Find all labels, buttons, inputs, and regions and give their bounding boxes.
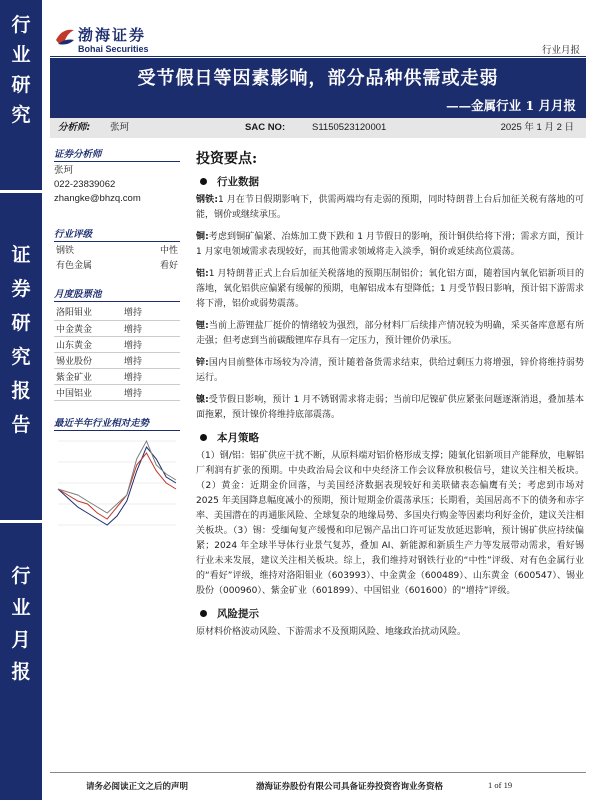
- rating-table: [54, 244, 180, 274]
- logo-chinese-text: 渤海证券: [78, 26, 147, 44]
- paragraph-aluminum: [196, 267, 584, 312]
- para-label: 铜:: [196, 232, 209, 242]
- trend-chart-svg: [54, 435, 180, 535]
- info-column: [54, 146, 180, 535]
- stock-rating: 增持: [122, 336, 180, 352]
- stock-name: 锡业股份: [54, 352, 122, 368]
- series-line-2: [58, 441, 176, 513]
- page-footer: [0, 772, 600, 800]
- table-row: [54, 259, 180, 274]
- sac-label: SAC NO:: [245, 122, 286, 133]
- analyst-label: 分析师:: [58, 122, 91, 133]
- page-number: 1 of 19: [488, 780, 513, 790]
- header-rule: [50, 56, 586, 57]
- table-row: [54, 352, 180, 368]
- para-label: 镍:: [196, 395, 209, 405]
- relative-trend-chart: [54, 435, 180, 535]
- analyst-name: 张珂: [110, 122, 130, 133]
- footer-rule: [50, 772, 586, 773]
- paragraph-zinc: [196, 356, 584, 386]
- logo-english-text: Bohai Securities: [78, 44, 149, 54]
- stock-name: 中国铝业: [54, 384, 122, 400]
- title-banner: [50, 58, 586, 118]
- rating-section-heading: 行业评级: [54, 226, 180, 242]
- section-risk: [196, 606, 584, 621]
- paragraph-strategy: （1）钢/铝：铝矿供应干扰不断，从原料端对铝价格形成支撑；随氧化铝新项目产能释放，电解铝厂利润有扩张的预期。中央政治局会议和中央经济工作会议释放积极信号，建议关注相关板块。（2）黄金：近期金价回落，与美国经济数据表现较好和美联储表态偏鹰有关；考虑到市场对 2025 年美国降息幅度减小的预期，预计短期金价震荡承压；长期看，美国居高不下的债务和赤字率、美国潜在的再通胀风险、全球复杂的地缘局势、多国央行购金等因素均利好金价，建议关注相关板块。（3）锡：受缅甸复产缓慢和印尼锡产品出口许可证发放延迟影响，预计锡矿供应持续偏紧；2024 年全球半导体行业景气复苏，叠加 AI、新能源和新质生产力等发展带动需求，看好锡行业未来发展，建议关注相关板块。综上，我们维持对钢铁行业的“中性”评级、对有色金属行业的“看好”评级，维持对洛阳钼业（603993）、中金黄金（600489）、山东黄金（600547）、锡业股份（000960）、紫金矿业（601899）、中国铝业（601600）的“增持”评级。: [196, 451, 584, 596]
- stock-rating: 增持: [122, 352, 180, 368]
- para-text: 受节假日影响，预计 1 月不锈钢需求将走弱；当前印尼镍矿供应紧张问题逐渐消退，叠加基本面拖累，预计镍价将维持底部震荡。: [196, 395, 584, 420]
- main-content: [196, 148, 584, 647]
- side-divider: [0, 520, 42, 523]
- para-text: 1 月在节日假期影响下，供需两端均有走弱的预期，同时特朗普上台后加征关税有落地的可能，钢价或继续承压。: [196, 195, 584, 220]
- para-label: 钢铁:: [196, 195, 218, 205]
- table-row: [54, 304, 180, 320]
- stock-pool-table: [54, 304, 180, 401]
- stock-rating: 增持: [122, 304, 180, 320]
- para-label: 铝:: [196, 269, 209, 279]
- footer-disclaimer: 请务必阅读正文之后的声明: [86, 782, 189, 792]
- side-label-industry-research: 行 业 研 究: [11, 14, 31, 126]
- stock-name: 山东黄金: [54, 336, 122, 352]
- pool-section-heading: 月度股票池: [54, 286, 180, 302]
- logo-mark-icon: [54, 26, 76, 48]
- stock-name: 紫金矿业: [54, 368, 122, 384]
- report-type-label: 行业月报: [541, 45, 580, 56]
- bullet-icon: [200, 610, 207, 617]
- rating-industry: 有色金属: [56, 261, 93, 271]
- side-label-monthly: 行 业 月 报: [11, 565, 31, 683]
- stock-rating: 增持: [122, 384, 180, 400]
- bullet-icon: [200, 434, 207, 441]
- stock-name: 洛阳钼业: [54, 304, 122, 320]
- para-text: 1 月特朗普正式上台后加征关税落地的预期压制铝价；氧化铝方面，随着国内氧化铝新项目的落地，氧化铝供应偏紧有缓解的预期，电解铝成本有望降低；1 月受节假日影响，预计铝下游需求将下滑，铝价或弱势震荡。: [196, 269, 584, 309]
- report-date: 2025 年 1 月 2 日: [500, 122, 574, 133]
- table-row: [54, 336, 180, 352]
- paragraph-copper: [196, 230, 584, 260]
- stock-rating: 增持: [122, 368, 180, 384]
- analyst-email[interactable]: zhangke@bhzq.com: [54, 193, 141, 204]
- analyst-phone: 022-23839062: [54, 179, 116, 190]
- analyst-section-heading: 证券分析师: [54, 146, 180, 162]
- table-row: [54, 368, 180, 384]
- section-title: 行业数据: [217, 176, 259, 188]
- table-row: [54, 244, 180, 259]
- stock-name: 中金黄金: [54, 320, 122, 336]
- investment-points-heading: 投资要点:: [196, 151, 258, 167]
- paragraph-risk: 原材料价格波动风险、下游需求不及预期风险、地缘政治扰动风险。: [196, 627, 467, 637]
- paragraph-lithium: [196, 319, 584, 349]
- analyst-contact-name: 张珂: [54, 165, 74, 176]
- para-text: 国内目前整体市场较为冷清，预计随着备货需求结束，供给过剩压力将增强，锌价将维持弱势运行。: [196, 358, 584, 383]
- rating-industry: 钢铁: [56, 246, 75, 256]
- bullet-icon: [200, 178, 207, 185]
- analyst-contact: [54, 164, 180, 206]
- para-text: 当前上游锂盐厂挺价的情绪较为强烈，部分材料厂后续排产情况较为明确，采买备库意愿有所走强；但考虑到当前碳酸锂库存具有一定压力，预计锂价仍承压。: [196, 321, 584, 346]
- section-title: 风险提示: [217, 608, 259, 620]
- chart-grid: [58, 441, 176, 525]
- report-subtitle: ——金属行业 1 月月报: [446, 98, 576, 113]
- stock-rating: 增持: [122, 320, 180, 336]
- para-text: 考虑到铜矿偏紧、冶炼加工费下跌和 1 月节假日的影响，预计铜供给将下滑；需求方面，预计 1 月家电领域需求表现较好，而其他需求领域将走入淡季，铜价或延续高位震荡。: [196, 232, 584, 257]
- table-row: [54, 384, 180, 400]
- section-title: 本月策略: [217, 432, 259, 444]
- table-row: [54, 320, 180, 336]
- rating-value: 看好: [159, 261, 178, 271]
- side-strip: [0, 0, 42, 800]
- report-title: 受节假日等因素影响，部分品种供需或走弱: [137, 68, 499, 89]
- trend-section-heading: 最近半年行业相对走势: [54, 415, 180, 431]
- series-line-0: [58, 447, 176, 525]
- para-label: 锂:: [196, 321, 209, 331]
- section-industry-data: [196, 174, 584, 189]
- paragraph-nickel: [196, 393, 584, 423]
- rating-value: 中性: [159, 246, 178, 256]
- section-strategy: [196, 430, 584, 445]
- meta-bar: [50, 118, 586, 138]
- side-label-securities-report: 证 券 研 究 报 告: [11, 244, 31, 436]
- side-divider: [0, 190, 42, 193]
- paragraph-steel: [196, 193, 584, 223]
- sac-number: S1150523120001: [312, 122, 387, 133]
- footer-qualification: 渤海证券股份有限公司具备证券投资咨询业务资格: [256, 782, 444, 792]
- para-label: 锌:: [196, 358, 209, 368]
